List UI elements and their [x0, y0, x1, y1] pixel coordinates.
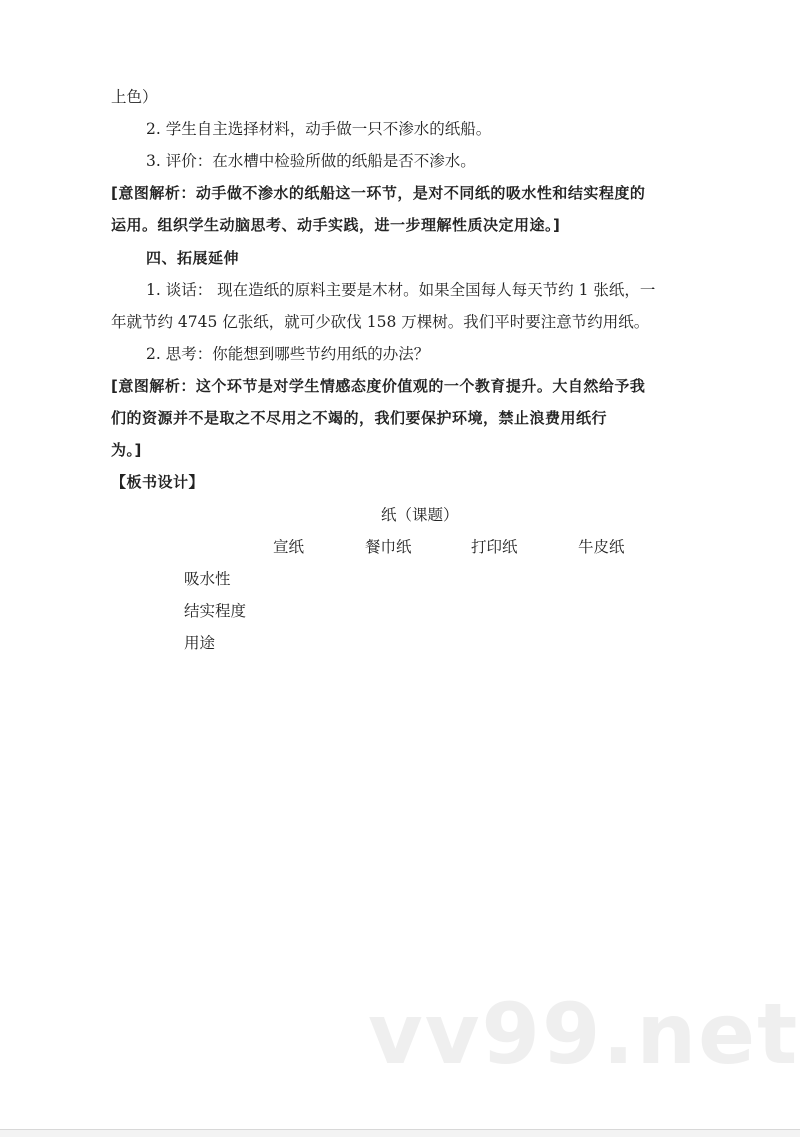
board-row-label: 用途: [184, 634, 216, 652]
step-2-text: 2. 学生自主选择材料，动手做一只不渗水的纸船。: [146, 120, 492, 138]
intent-analysis-2-line-3: 为。]: [111, 441, 142, 459]
board-column-header: 餐巾纸: [365, 538, 412, 556]
board-row-label: 结实程度: [184, 602, 247, 620]
board-design-heading: 【板书设计】: [111, 473, 205, 491]
board-title: 纸（课题）: [381, 506, 459, 524]
step-3-text: 3. 评价：在水槽中检验所做的纸船是否不渗水。: [146, 152, 476, 170]
intent-analysis-1-line-2: 运用。组织学生动脑思考、动手实践，进一步理解性质决定用途。]: [111, 216, 561, 234]
section-4-heading: 四、拓展延伸: [146, 249, 240, 267]
intent-analysis-2-line-2: 们的资源并不是取之不尽用之不竭的，我们要保护环境，禁止浪费用纸行: [111, 409, 608, 427]
think-text: 2. 思考：你能想到哪些节约用纸的办法？: [146, 345, 430, 363]
board-column-header: 打印纸: [471, 538, 518, 556]
board-column-header: 牛皮纸: [578, 538, 625, 556]
page-bottom-band: [0, 1130, 800, 1137]
intent-analysis-2-line-1: [意图解析：这个环节是对学生情感态度价值观的一个教育提升。大自然给予我: [111, 377, 646, 395]
intent-analysis-1-line-1: [意图解析：动手做不渗水的纸船这一环节，是对不同纸的吸水性和结实程度的: [111, 184, 646, 202]
board-column-header: 宣纸: [273, 538, 305, 556]
text-line: 上色）: [111, 88, 158, 106]
watermark: vv99.net: [368, 985, 800, 1083]
talk-text-line-2: 年就节约 4745 亿张纸，就可少砍伐 158 万棵树。我们平时要注意节约用纸。: [111, 313, 650, 331]
board-row-label: 吸水性: [184, 570, 231, 588]
talk-text-line-1: 1. 谈话： 现在造纸的原料主要是木材。如果全国每人每天节约 1 张纸，一: [146, 281, 656, 299]
